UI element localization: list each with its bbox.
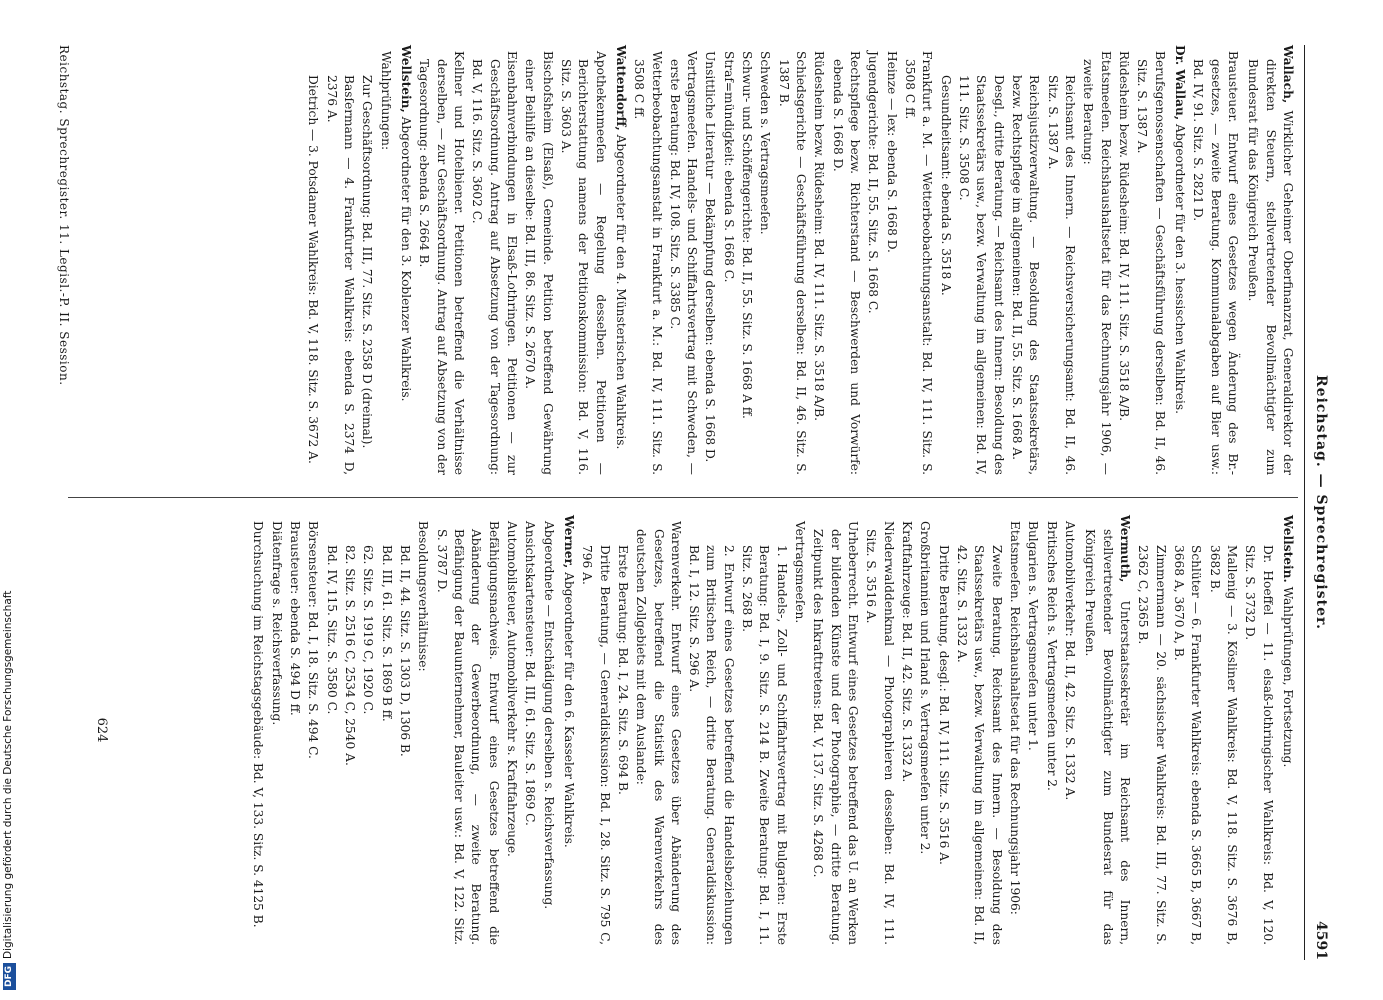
speaker-description: Abgeordneter für den 3. Koblenzer Wahlkreis.: [398, 116, 413, 402]
register-subentry: Automobilverkehr: Bd. II, 42. Sitz. S. 1332 A.: [1063, 521, 1078, 801]
speaker-name: Wattendorff,: [613, 45, 628, 131]
register-subentry: Brausteuer: ebenda S. 494 D ff.: [287, 521, 302, 716]
register-entry: [612, 45, 629, 475]
speaker-description: Wirklicher Geheimer Oberfinanzrat, Generaldirektor der direkten Steuern, stellvertretender Bevollmächtigter zum Bundesrat für das Königreich Preußen.: [1246, 59, 1295, 476]
register-reference: Erste Beratung: Bd. I, 24. Sitz. S. 694 B.: [615, 545, 630, 795]
register-subentry: Heinze — lex: ebenda S. 1668 D.: [884, 51, 899, 253]
register-subentry: Unsittliche Literatur — Bekämpfung derselben: ebenda S. 1668 D.: [703, 51, 718, 463]
register-subentry: Automobilsteuer, Automobilverkehr s. Kraftfahrzeuge.: [504, 521, 519, 857]
register-entry: [397, 45, 414, 475]
register-subentry: Wahlprüfungen:: [378, 51, 393, 151]
dfg-logo: DFG: [3, 963, 16, 990]
register-reference: Dritte Beratung, — Generaldiskussion: Bd. I, 28. Sitz. S. 795 C, 796 A.: [580, 545, 612, 945]
right-column: [248, 515, 1296, 945]
header-page-number: 4591: [1313, 921, 1329, 960]
register-subentry: Durchsuchung im Reichstagsgebäude: Bd. V, 133. Sitz. S. 4125 B.: [251, 521, 266, 928]
register-subentry: Ansichtskartensteuer: Bd. III, 61. Sitz. S. 1869 C.: [523, 521, 538, 826]
register-subentry: Etatsmeeſen. Reichshaushaltsetat für das Rechnungsjahr 1906, — zweite Beratung:: [1081, 51, 1113, 475]
register-subentry: Bischofsheim (Elsaß), Gemeinde. Petition betreffend Gewährung einer Beihilfe an dieselbe: Bd. III, 86. Sitz. S. 2670 A.: [523, 51, 555, 475]
register-subentry: Abgeordnete — Entschädigung derselben s. Reichsverfassung.: [541, 521, 556, 910]
register-subentry: Schwur- und Schöffengerichte: Bd. II, 55. Sitz. S. 1668 A ff.: [740, 51, 755, 419]
register-reference: Dietrich — 3. Potsdamer Wahlkreis: Bd. V, 118. Sitz. S. 3672 A.: [306, 75, 321, 464]
speaker-description: Unterstaatssekretär im Reichsamt des Innern, stellvertretender Bevollmächtigter zum Bundesrat für das Königreich Preußen.: [1083, 529, 1133, 945]
register-subentry: Etatsmeeſen. Reichshaushaltsetat für das Rechnungsjahr 1906:: [1008, 521, 1023, 915]
register-entry: [1171, 45, 1188, 475]
register-subentry: Diätenfrage s. Reichsverfassung.: [269, 521, 284, 726]
register-entry: [1244, 45, 1296, 475]
register-subentry: Eisenbahnverbindungen in Elsaß-Lothringen. Petitionen — zur Geschäftsordnung. Antrag auf Absetzung von der Tagesordnung: Bd. V, 116. Sitz. S. 3602 C.: [470, 51, 519, 475]
register-subentry: Berufsgenossenschaften — Geschäftsführung derselben: Bd. II, 46. Sitz. S. 1387 A.: [1135, 51, 1167, 475]
speaker-name: Wellstein,: [398, 45, 413, 113]
register-entry: [1081, 515, 1133, 945]
register-subentry: Rüdesheim bezw. Rüdesheim: Bd. IV, 111. Sitz. S. 3518 A/B.: [812, 51, 827, 421]
speaker-description: Abgeordneter für den 3. hessischen Wahlkreis.: [1173, 124, 1188, 415]
register-reference: Mallenig — 3. Kösliner Wahlkreis: Bd. V, 118. Sitz. S. 3676 B, 3682 B.: [1207, 545, 1240, 945]
register-subentry: Rüdesheim bezw. Rüdesheim: Bd. IV, 111. Sitz. S. 3518 A/B.: [1117, 51, 1132, 421]
register-subentry: Straf=mündigkeit: ebenda S. 1668 C.: [721, 51, 736, 283]
speaker-name: Dr. Wallau,: [1173, 45, 1188, 121]
register-subentry: Großbritannien und Irland s. Vertragsmeeſen unter 2.: [918, 521, 933, 855]
register-subentry: Urheberrecht. Entwurf eines Gesetzes betreffend das U. an Werken der bildenden Künste und der Photographie, — dritte Beratung. Zeitpunkt des Inkrafttretens: Bd. V, 137. Sitz. S. 4268 C.: [811, 521, 861, 945]
register-entry: [560, 515, 577, 945]
register-subentry: Niederwalddenkmal — Photographieren desselben: Bd. IV, 111. Sitz. S. 3516 A.: [864, 521, 896, 945]
register-reference: Schlüter — 6. Frankfurter Wahlkreis: ebenda S. 3665 B, 3667 B, 3668 A, 3670 A, B.: [1172, 545, 1204, 945]
header-rule: [1304, 45, 1305, 960]
speaker-description: Abgeordneter für den 6. Kasseler Wahlkreis.: [561, 572, 576, 848]
register-subentry: Jugendgerichte: Bd. II, 55. Sitz. S. 1668 C.: [866, 51, 881, 314]
register-reference: Bd. III, 61. Sitz. S. 1869 B ff.: [379, 545, 394, 722]
register-subentry: Wetterbeobachtungsanstalt in Frankfurt a. M.: Bd. IV, 111. Sitz. S. 3508 C ff.: [632, 51, 664, 475]
left-column: [303, 45, 1296, 475]
rotated-document-page: [40, 45, 1330, 960]
header-title: Reichstag. — Sprechregister.: [1313, 375, 1329, 630]
register-reference: Zur Geschäftsordnung: Bd. III, 77. Sitz. S. 2358 D (dreimal).: [360, 75, 375, 449]
register-reference: Zimmermann — 20. sächsischer Wahlkreis: Bd. III, 77. Sitz. S. 2362 C, 2365 B.: [1136, 545, 1168, 945]
register-entry: [1279, 515, 1296, 945]
page-bottom-number: 624: [94, 717, 109, 743]
register-subentry: Vertragsmeeſen.: [793, 521, 808, 624]
register-reference: 82. Sitz. S. 2516 C, 2534 C, 2540 A.: [342, 545, 357, 766]
register-subentry: Börsensteuer: Bd. I, 18. Sitz. S. 494 C.: [306, 521, 321, 759]
register-reference: Basſermann — 4. Frankfurter Wahlkreis: ebenda S. 2374 D, 2376 A.: [324, 75, 356, 475]
register-subentry: Frankfurt a. M. — Wetterbeobachtungsanstalt: Bd. IV, 111. Sitz. S. 3508 C ff.: [903, 51, 935, 475]
register-reference: Zweite Beratung. Reichsamt des Innern. — Besoldung des Staatssekretärs usw., bezw. Verwaltung im allgemeinen: Bd. II, 42. Sitz. S. 1332 A.: [955, 545, 1004, 945]
register-subentry: Brausteuer. Entwurf eines Gesetzes wegen Änderung des Br.-gesetzes, — zweite Beratung. Kommunalabgaben auf Bier usw.: Bd. IV, 91. Sitz. S. 2821 D.: [1191, 51, 1241, 475]
register-reference: Desgl., dritte Beratung. — Reichsamt des Innern: Besoldung des Staatssekretärs usw., bezw. Verwaltung im allgemeinen: Bd. IV, 111. Sitz. S. 3508 C.: [957, 75, 1006, 475]
register-reference: Gesundheitsamt: ebenda S. 3518 A.: [938, 75, 953, 296]
register-reference: Bd. II, 44. Sitz. S. 1303 D, 1306 B.: [397, 545, 412, 757]
register-subentry: Kraftfahrzeuge: Bd. II, 42. Sitz. S. 1332 A.: [900, 521, 915, 783]
register-subentry: Britisches Reich s. Vertragsmeeſen unter 2.: [1044, 521, 1059, 791]
speaker-name: Wallach,: [1281, 45, 1295, 104]
register-subentry: Kellner und Hotelbiener. Petitionen betreffend die Verhältnisse derselben, — zur Geschäftsordnung. Antrag auf Absetzung von der Tagesordnung: ebenda S. 2664 B.: [417, 51, 466, 475]
speaker-description: Wahlprüfungen, Fortsetzung.: [1281, 586, 1295, 768]
register-reference: Dritte Beratung, desgl.: Bd. IV, 111. Sitz. S. 3516 A.: [936, 545, 951, 865]
register-subentry: Besoldungsverhältnisse:: [416, 521, 431, 672]
register-subentry: Warenverkehr. Entwurf eines Gesetzes über Abänderung des Gesetzes, betreffend die Statistik des Warenverkehrs des deutschen Zollgebiets mit dem Auslande:: [634, 521, 683, 945]
register-subentry: Schweden s. Vertragsmeeſen.: [758, 51, 773, 235]
register-reference: Dr. Hoeffel — 11. elsaß-lothringischer Wahlkreis: Bd. V, 120. Sitz. S. 3732 D.: [1243, 545, 1275, 945]
page-footer: Reichstag. Sprechregister. 11. Legisl.-P. II. Session.: [57, 45, 71, 386]
funding-credit-strip: [0, 0, 16, 1000]
speaker-name: Wellstein.: [1281, 515, 1295, 583]
register-reference: 2. Entwurf eines Gesetzes betreffend die Handelsbeziehungen zum Britischen Reich, — dritte Beratung. Generaldiskussion: Bd. I, 12. Sitz. S. 296 A.: [687, 545, 736, 945]
register-reference: Reichsjustizverwaltung. — Besoldung des Staatssekretärs, bezw. Rechtspflege im allgemeinen: Bd. II, 55. Sitz. S. 1668 A.: [1010, 75, 1042, 475]
speaker-description: Abgeordneter für den 4. Münsterischen Wahlkreis.: [613, 134, 628, 450]
register-reference: 62. Sitz. S. 1919 C, 1920 C.: [361, 545, 376, 715]
register-subentry: Schiedsgerichte — Geschäftsführung derselben: Bd. II, 46. Sitz. S. 1387 B.: [776, 51, 809, 475]
funding-credit-text: Digitalisierung gefördert durch die Deutsche Forschungsgemeinschaft: [2, 590, 14, 959]
register-reference: Reichsamt des Innern. — Reichsversicherungsamt: Bd. II, 46. Sitz. S. 1387 A.: [1045, 75, 1078, 475]
register-reference: Bd. IV, 115. Sitz. S. 3580 C.: [324, 545, 339, 715]
register-reference: 1. Handels-, Zoll- und Schiffahrtsvertrag mit Bulgarien: Erste Beratung: Bd. I, 9. Sitz. S. 214 B. Zweite Beratung: Bd. I, 11. Sitz. S. 268 B.: [740, 545, 789, 945]
speaker-name: Werner,: [561, 515, 576, 569]
register-subentry: Vertragsmeeſen. Handels- und Schiffahrtsvertrag mit Schweden, — erste Beratung: Bd. IV, 108. Sitz. S. 3385 C.: [667, 51, 700, 475]
speaker-name: Wermuth,: [1118, 515, 1133, 583]
register-subentry: Befähigungsnachweis. Entwurf eines Gesetzes betreffend die Abänderung der Gewerbeordnung, — zweite Beratung. Befähigung der Bauunternehmer, Bauleiter usw.: Bd. V, 122. Sitz. S. 3787 D.: [434, 521, 501, 945]
register-subentry: Apothekenmeeſen — Regelung desselben. Petitionen — Berichterstattung namens der Petitionskommission: Bd. V, 116. Sitz. S. 3603 A.: [558, 51, 608, 475]
running-header: [1308, 45, 1330, 960]
register-subentry: Rechtspflege bezw. Richterstand — Beschwerden und Vorwürfe: ebenda S. 1668 D.: [830, 51, 863, 475]
column-divider: [68, 497, 1298, 498]
register-subentry: Bulgarien s. Vertragsmeeſen unter 1.: [1026, 521, 1041, 751]
